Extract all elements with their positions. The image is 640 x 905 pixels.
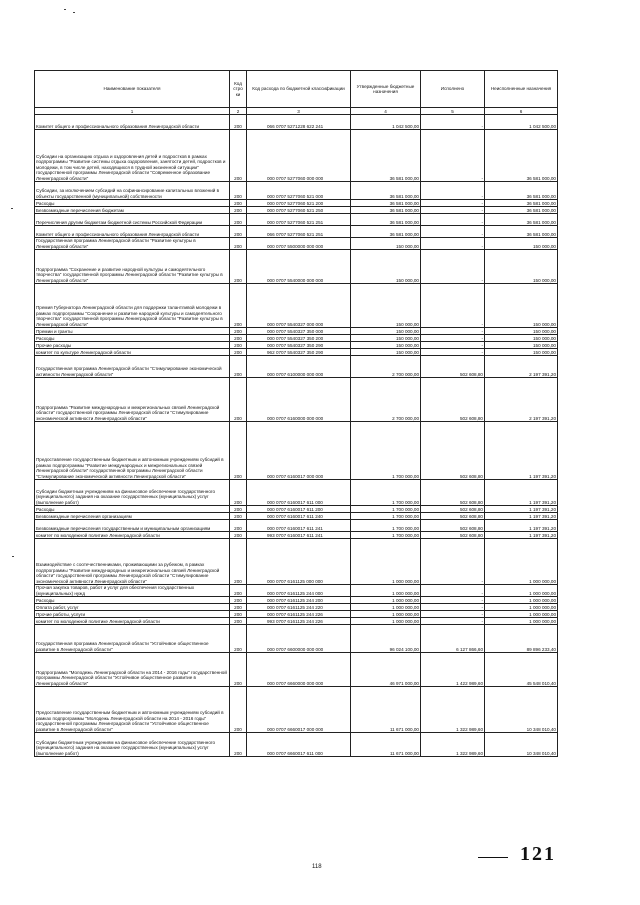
- table-row: [35, 349, 558, 356]
- cell-code: 200: [230, 618, 247, 625]
- table-body: [35, 115, 558, 757]
- scan-speck: [12, 556, 14, 557]
- col-number: 4: [351, 108, 421, 115]
- cell-unexecuted: 1 197 391,20: [485, 422, 558, 480]
- table-row: [35, 520, 558, 532]
- cell-name: Взаимодействие с соотечественниками, проживающими за рубежом, в рамках подпрограммы "Развитие международных и межрегиональных связей Ленинградской области" государственной программы Ленинградской области "Стимулирование экономической активности Ленинградской области": [35, 539, 230, 585]
- cell-executed: -: [421, 207, 485, 214]
- cell-approved: 1 700 000,00: [351, 506, 421, 513]
- table-row: [35, 130, 558, 182]
- table-row: [35, 284, 558, 328]
- cell-approved: 1 700 000,00: [351, 480, 421, 506]
- cell-approved: 46 971 000,00: [351, 653, 421, 687]
- table-row: [35, 214, 558, 226]
- cell-unexecuted: 1 197 391,20: [485, 480, 558, 506]
- table-row: [35, 335, 558, 342]
- table-row: [35, 653, 558, 687]
- cell-approved: 2 700 000,00: [351, 356, 421, 378]
- table-row: [35, 378, 558, 422]
- table-row: [35, 618, 558, 625]
- table-row: [35, 625, 558, 653]
- table-row: [35, 328, 558, 335]
- cell-name: Расходы: [35, 597, 230, 604]
- table-row: [35, 238, 558, 250]
- cell-executed: -: [421, 585, 485, 597]
- scan-speck: [64, 9, 66, 10]
- handwritten-dash: [478, 857, 508, 858]
- cell-approved: 36 581 000,00: [351, 207, 421, 214]
- cell-executed: 502 608,80: [421, 378, 485, 422]
- cell-executed: 1 322 989,60: [421, 733, 485, 757]
- cell-kbk: 000 0707 6160017 611 200: [247, 506, 351, 513]
- cell-name: Прочие работы, услуги: [35, 611, 230, 618]
- cell-name: Расходы: [35, 200, 230, 207]
- cell-name: комитет по молодежной политике Ленинградской области: [35, 532, 230, 539]
- cell-unexecuted: 10 348 010,40: [485, 733, 558, 757]
- cell-code: 200: [230, 520, 247, 532]
- cell-unexecuted: 1 197 391,20: [485, 513, 558, 520]
- cell-approved: 150 000,00: [351, 335, 421, 342]
- cell-executed: -: [421, 539, 485, 585]
- cell-kbk: 962 0707 5540327 350 290: [247, 349, 351, 356]
- cell-name: Безвозмездные перечисления бюджетам: [35, 207, 230, 214]
- cell-kbk: 000 0707 6600000 000 000: [247, 625, 351, 653]
- cell-unexecuted: 36 581 000,00: [485, 200, 558, 207]
- cell-executed: 502 608,80: [421, 422, 485, 480]
- cell-code: 200: [230, 207, 247, 214]
- cell-kbk: 000 0707 5540000 000 000: [247, 250, 351, 284]
- table-row: [35, 532, 558, 539]
- cell-approved: 150 000,00: [351, 349, 421, 356]
- cell-approved: 36 581 000,00: [351, 200, 421, 207]
- table-row: [35, 733, 558, 757]
- page-stamp: 121: [520, 843, 556, 865]
- cell-name: Подпрограмма "Сохранение и развитие народной культуры и самодеятельного творчества" государственной программы Ленинградской области "Развитие культуры в Ленинградской области": [35, 250, 230, 284]
- cell-name: комитет по культуре Ленинградской области: [35, 349, 230, 356]
- cell-unexecuted: 150 000,00: [485, 342, 558, 349]
- table-row: [35, 200, 558, 207]
- table-row: [35, 342, 558, 349]
- cell-code: 200: [230, 585, 247, 597]
- header-unexecuted: Неисполненные назначения: [485, 71, 558, 108]
- cell-kbk: 000 0707 6161125 244 226: [247, 611, 351, 618]
- cell-kbk: 993 0707 6161125 244 226: [247, 618, 351, 625]
- cell-kbk: 000 0707 6100000 000 000: [247, 356, 351, 378]
- cell-approved: 1 700 000,00: [351, 532, 421, 539]
- cell-unexecuted: 2 197 391,20: [485, 356, 558, 378]
- cell-code: 200: [230, 284, 247, 328]
- cell-approved: 1 700 000,00: [351, 520, 421, 532]
- cell-unexecuted: 36 581 000,00: [485, 226, 558, 238]
- cell-code: 200: [230, 238, 247, 250]
- cell-executed: -: [421, 200, 485, 207]
- cell-code: 200: [230, 611, 247, 618]
- cell-executed: -: [421, 328, 485, 335]
- cell-code: 200: [230, 214, 247, 226]
- col-number: 5: [421, 108, 485, 115]
- cell-kbk: 000 0707 6160000 000 000: [247, 378, 351, 422]
- cell-code: 200: [230, 250, 247, 284]
- cell-executed: -: [421, 284, 485, 328]
- cell-kbk: 000 0707 5540327 350 000: [247, 328, 351, 335]
- cell-executed: 502 608,80: [421, 520, 485, 532]
- budget-table: [34, 70, 558, 757]
- cell-unexecuted: 1 197 391,20: [485, 532, 558, 539]
- cell-approved: 1 000 000,00: [351, 597, 421, 604]
- cell-unexecuted: 1 000 000,00: [485, 585, 558, 597]
- cell-code: 200: [230, 625, 247, 653]
- cell-executed: 502 608,80: [421, 356, 485, 378]
- cell-unexecuted: 150 000,00: [485, 335, 558, 342]
- cell-executed: -: [421, 342, 485, 349]
- report-sheet: [34, 70, 557, 757]
- cell-code: 200: [230, 422, 247, 480]
- cell-executed: 502 608,80: [421, 513, 485, 520]
- cell-name: Подпрограмма "Молодежь Ленинградской области на 2014 - 2016 годы" государственной программы Ленинградской области "Устойчивое общественное развитие в Ленинградской области": [35, 653, 230, 687]
- cell-approved: 150 000,00: [351, 342, 421, 349]
- cell-kbk: 000 0707 5277060 521 200: [247, 200, 351, 207]
- cell-unexecuted: 45 548 010,40: [485, 653, 558, 687]
- cell-code: 200: [230, 604, 247, 611]
- cell-approved: 11 671 000,00: [351, 733, 421, 757]
- cell-approved: 11 671 000,00: [351, 687, 421, 733]
- cell-code: 200: [230, 115, 247, 130]
- cell-unexecuted: 150 000,00: [485, 250, 558, 284]
- cell-executed: 502 608,80: [421, 480, 485, 506]
- cell-kbk: 000 0707 5277060 521 250: [247, 207, 351, 214]
- cell-approved: 150 000,00: [351, 250, 421, 284]
- cell-unexecuted: 36 581 000,00: [485, 214, 558, 226]
- table-row: [35, 207, 558, 214]
- page-number: 118: [312, 864, 322, 870]
- cell-executed: -: [421, 597, 485, 604]
- cell-code: 200: [230, 733, 247, 757]
- cell-executed: -: [421, 250, 485, 284]
- cell-name: Расходы: [35, 335, 230, 342]
- cell-kbk: 000 0707 6161125 244 200: [247, 597, 351, 604]
- cell-kbk: 000 0707 6161125 244 000: [247, 585, 351, 597]
- scan-speck: [73, 12, 75, 13]
- cell-executed: 1 322 989,60: [421, 687, 485, 733]
- cell-kbk: 000 0707 6160017 611 240: [247, 513, 351, 520]
- cell-name: Оплата работ, услуг: [35, 604, 230, 611]
- table-row: [35, 604, 558, 611]
- cell-unexecuted: 89 896 233,40: [485, 625, 558, 653]
- cell-name: Субсидии, за исключением субсидий на софинансирование капитальных вложений в объекты государственной (муниципальной) собственности: [35, 182, 230, 200]
- cell-approved: 36 581 000,00: [351, 226, 421, 238]
- header-kbk: Код расхода по бюджетной классификации: [247, 71, 351, 108]
- cell-code: 200: [230, 378, 247, 422]
- cell-code: 200: [230, 130, 247, 182]
- cell-kbk: 000 0707 5500000 000 000: [247, 238, 351, 250]
- col-number: 1: [35, 108, 230, 115]
- cell-approved: 1 000 000,00: [351, 611, 421, 618]
- table-row: [35, 115, 558, 130]
- cell-executed: -: [421, 214, 485, 226]
- cell-name: Премии и гранты: [35, 328, 230, 335]
- cell-unexecuted: 1 000 000,00: [485, 597, 558, 604]
- cell-unexecuted: 1 000 000,00: [485, 618, 558, 625]
- table-row: [35, 250, 558, 284]
- cell-unexecuted: 150 000,00: [485, 349, 558, 356]
- table-row: [35, 182, 558, 200]
- cell-code: 200: [230, 182, 247, 200]
- cell-name: комитет по молодежной политике Ленинградской области: [35, 618, 230, 625]
- cell-kbk: 000 0707 6161125 244 220: [247, 604, 351, 611]
- cell-kbk: 000 0707 6161125 000 000: [247, 539, 351, 585]
- cell-approved: 1 000 000,00: [351, 604, 421, 611]
- cell-unexecuted: 1 000 000,00: [485, 611, 558, 618]
- cell-unexecuted: 36 581 000,00: [485, 182, 558, 200]
- cell-approved: 36 581 000,00: [351, 182, 421, 200]
- cell-code: 200: [230, 342, 247, 349]
- cell-code: 200: [230, 513, 247, 520]
- cell-code: 200: [230, 597, 247, 604]
- cell-name: Безвозмездные перечисления государственным и муниципальным организациям: [35, 520, 230, 532]
- table-row: [35, 539, 558, 585]
- cell-name: Перечисления другим бюджетам бюджетной системы Российской Федерации: [35, 214, 230, 226]
- cell-executed: -: [421, 130, 485, 182]
- cell-kbk: 000 0707 6660017 611 000: [247, 733, 351, 757]
- cell-kbk: 000 0707 5540327 350 200: [247, 335, 351, 342]
- cell-code: 200: [230, 687, 247, 733]
- cell-name: Прочая закупка товаров, работ и услуг для обеспечения государственных (муниципальных) нужд: [35, 585, 230, 597]
- cell-kbk: 000 0707 5540327 350 290: [247, 342, 351, 349]
- cell-code: 200: [230, 356, 247, 378]
- cell-executed: -: [421, 349, 485, 356]
- cell-kbk: 066 0707 5271228 622 241: [247, 115, 351, 130]
- table-row: [35, 506, 558, 513]
- table-row: [35, 585, 558, 597]
- cell-executed: -: [421, 226, 485, 238]
- cell-kbk: 000 0707 5277060 000 000: [247, 130, 351, 182]
- cell-executed: 502 608,80: [421, 532, 485, 539]
- cell-name: Государственная программа Ленинградской области "Развитие культуры в Ленинградской области": [35, 238, 230, 250]
- cell-executed: -: [421, 182, 485, 200]
- table-row: [35, 480, 558, 506]
- cell-approved: 1 000 000,00: [351, 585, 421, 597]
- cell-code: 200: [230, 200, 247, 207]
- cell-kbk: 000 0707 5540327 000 000: [247, 284, 351, 328]
- cell-kbk: 993 0707 6160017 611 241: [247, 532, 351, 539]
- scan-speck: [11, 208, 13, 209]
- cell-unexecuted: 1 000 000,00: [485, 604, 558, 611]
- cell-executed: 1 422 989,60: [421, 653, 485, 687]
- col-number: 3: [247, 108, 351, 115]
- cell-unexecuted: 150 000,00: [485, 284, 558, 328]
- cell-unexecuted: 1 197 391,20: [485, 520, 558, 532]
- cell-name: Государственная программа Ленинградской области "Стимулирование экономической активности Ленинградской области": [35, 356, 230, 378]
- cell-approved: 1 042 500,00: [351, 115, 421, 130]
- col-number: 6: [485, 108, 558, 115]
- cell-executed: -: [421, 115, 485, 130]
- cell-kbk: 000 0707 6160017 611 000: [247, 480, 351, 506]
- cell-approved: 96 024 100,00: [351, 625, 421, 653]
- cell-kbk: 066 0707 5277060 521 251: [247, 226, 351, 238]
- cell-executed: -: [421, 618, 485, 625]
- cell-name: Предоставление государственным бюджетным и автономным учреждениям субсидий в рамках подпрограммы "Молодежь Ленинградской области на 2014 - 2016 годы" государственной программы Ленинградской области "Устойчивое общественное развитие в Ленинградской области": [35, 687, 230, 733]
- table-row: [35, 226, 558, 238]
- cell-unexecuted: 150 000,00: [485, 238, 558, 250]
- cell-code: 200: [230, 539, 247, 585]
- column-number-row: [35, 108, 558, 115]
- cell-unexecuted: 2 197 391,20: [485, 378, 558, 422]
- cell-code: 200: [230, 226, 247, 238]
- cell-code: 200: [230, 480, 247, 506]
- cell-name: Комитет общего и профессионального образования Ленинградской области: [35, 226, 230, 238]
- cell-unexecuted: 150 000,00: [485, 328, 558, 335]
- cell-name: Субсидии бюджетным учреждениям на финансовое обеспечение государственного (муниципального) задания на оказание государственных (муниципальных) услуг (выполнение работ): [35, 733, 230, 757]
- cell-code: 200: [230, 335, 247, 342]
- cell-code: 200: [230, 653, 247, 687]
- table-row: [35, 687, 558, 733]
- table-header-row: [35, 71, 558, 108]
- cell-unexecuted: 36 581 000,00: [485, 130, 558, 182]
- cell-name: Предоставление государственным бюджетным и автономным учреждениям субсидий в рамках подпрограммы "Развитие международных и межрегиональных связей Ленинградской области" государственной программы Ленинградской области "Стимулирование экономической активности Ленинградской области": [35, 422, 230, 480]
- cell-kbk: 000 0707 5277060 521 000: [247, 182, 351, 200]
- cell-name: Подпрограмма "Развитие международных и межрегиональных связей Ленинградской области" государственной программы Ленинградской области "Стимулирование экономической активности Ленинградской области": [35, 378, 230, 422]
- cell-approved: 36 581 000,00: [351, 214, 421, 226]
- cell-kbk: 000 0707 6160017 611 241: [247, 520, 351, 532]
- cell-approved: 1 000 000,00: [351, 618, 421, 625]
- cell-name: Безвозмездные перечисления организациям: [35, 513, 230, 520]
- cell-executed: -: [421, 335, 485, 342]
- cell-name: Премия Губернатора Ленинградской области для поддержки талантливой молодежи в рамках подпрограммы "Сохранение и развитие народной культуры и самодеятельного творчества" государственной программы Ленинградской области "Развитие культуры в Ленинградской области": [35, 284, 230, 328]
- cell-kbk: 000 0707 6660000 000 000: [247, 653, 351, 687]
- cell-approved: 1 700 000,00: [351, 422, 421, 480]
- cell-approved: 150 000,00: [351, 284, 421, 328]
- cell-unexecuted: 10 348 010,40: [485, 687, 558, 733]
- header-code: Код стро ки: [230, 71, 247, 108]
- cell-name: Государственная программа Ленинградской области "Устойчивое общественное развитие в Ленинградской области": [35, 625, 230, 653]
- cell-code: 200: [230, 506, 247, 513]
- table-row: [35, 513, 558, 520]
- cell-approved: 2 700 000,00: [351, 378, 421, 422]
- cell-code: 200: [230, 349, 247, 356]
- cell-name: Субсидии бюджетным учреждениям на финансовое обеспечение государственного (муниципального) задания на оказание государственных (муниципальных) услуг (выполнение работ): [35, 480, 230, 506]
- header-approved: Утвержденные бюджетные назначения: [351, 71, 421, 108]
- cell-executed: -: [421, 604, 485, 611]
- cell-unexecuted: 1 000 000,00: [485, 539, 558, 585]
- header-name: Наименование показателя: [35, 71, 230, 108]
- cell-unexecuted: 36 581 000,00: [485, 207, 558, 214]
- cell-executed: -: [421, 238, 485, 250]
- cell-executed: -: [421, 611, 485, 618]
- cell-name: Комитет общего и профессионального образования Ленинградской области: [35, 115, 230, 130]
- cell-kbk: 000 0707 5277060 521 251: [247, 214, 351, 226]
- header-executed: Исполнено: [421, 71, 485, 108]
- col-number: 2: [230, 108, 247, 115]
- cell-approved: 1 700 000,00: [351, 513, 421, 520]
- cell-executed: 6 127 866,60: [421, 625, 485, 653]
- table-row: [35, 597, 558, 604]
- cell-approved: 36 581 000,00: [351, 130, 421, 182]
- cell-executed: 502 608,80: [421, 506, 485, 513]
- cell-name: Субсидии на организацию отдыха и оздоровления детей и подростков в рамках подпрограммы "Развитие системы отдыха оздоровления, занятости детей, подростков и молодежи, в том числе детей, находящихся в трудной жизненной ситуации" государственной программы Ленинградской области "Современное образование Ленинградской области": [35, 130, 230, 182]
- table-row: [35, 611, 558, 618]
- cell-kbk: 000 0707 6660017 000 000: [247, 687, 351, 733]
- cell-approved: 150 000,00: [351, 238, 421, 250]
- cell-code: 200: [230, 532, 247, 539]
- cell-name: Прочие расходы: [35, 342, 230, 349]
- table-row: [35, 356, 558, 378]
- cell-unexecuted: 1 197 391,20: [485, 506, 558, 513]
- cell-unexecuted: 1 042 500,00: [485, 115, 558, 130]
- cell-approved: 150 000,00: [351, 328, 421, 335]
- cell-code: 200: [230, 328, 247, 335]
- cell-name: Расходы: [35, 506, 230, 513]
- cell-kbk: 000 0707 6160017 000 000: [247, 422, 351, 480]
- table-row: [35, 422, 558, 480]
- cell-approved: 1 000 000,00: [351, 539, 421, 585]
